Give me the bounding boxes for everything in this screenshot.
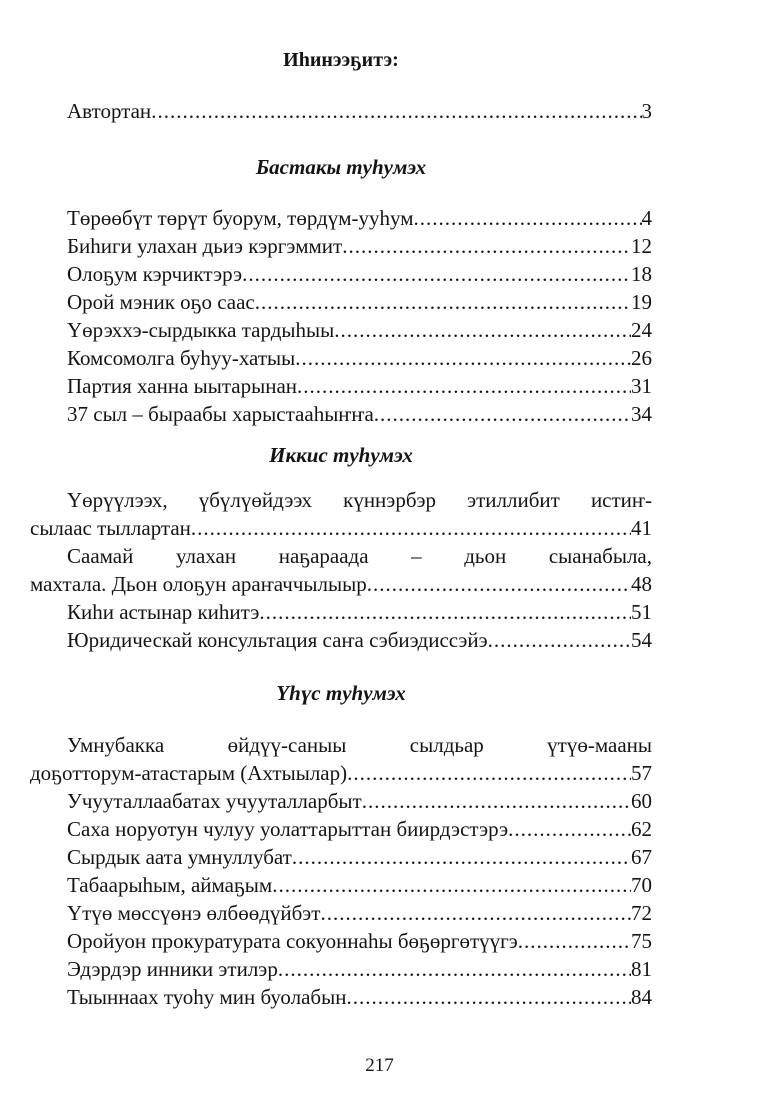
toc-entry (30, 955, 652, 983)
toc-section (30, 153, 652, 428)
entry-page: 41 (631, 516, 652, 540)
dot-leader (255, 288, 631, 316)
toc-entry (30, 232, 652, 260)
entry-title: Төрөөбүт төрүт буорум, төрдүм-ууhум (67, 206, 414, 230)
toc-entry (30, 344, 652, 372)
entry-page: 60 (631, 789, 652, 813)
toc-entry (30, 927, 652, 955)
page-title: Иhинээҕитэ: (283, 49, 399, 71)
dot-leader (321, 899, 632, 927)
dot-leader (346, 983, 631, 1011)
entry-title: Автортан (67, 99, 152, 123)
dot-leader (151, 97, 641, 125)
page-number: 217 (365, 1055, 394, 1076)
dot-leader (362, 787, 631, 815)
entry-page: 31 (631, 374, 652, 398)
toc-entry (30, 400, 652, 428)
entry-title: Биhиги улахан дьиэ кэргэммит (67, 234, 343, 258)
entry-page: 3 (641, 99, 652, 123)
entry-page: 18 (631, 262, 652, 286)
entry-page: 34 (631, 402, 652, 426)
dot-leader (488, 626, 631, 654)
dot-leader (278, 955, 631, 983)
toc-entry (30, 542, 652, 598)
toc-entry (30, 97, 652, 125)
dot-leader (272, 871, 631, 899)
entry-title-line2: доҕотторум-атастарым (Ахтыылар) (30, 761, 348, 785)
entry-title: Орой мэник оҕо саас (67, 290, 255, 314)
entry-title: Олоҕум кэрчиктэрэ (67, 262, 243, 286)
toc-entry (30, 316, 652, 344)
entry-title: Тыыннаах туоhу мин буолабын (67, 985, 347, 1009)
entry-page: 4 (641, 206, 652, 230)
entry-title: Учууталлаабатах учууталларбыт (67, 789, 362, 813)
toc-entry (30, 983, 652, 1011)
toc-entry (30, 598, 652, 626)
entry-page: 75 (631, 929, 652, 953)
entry-page: 81 (631, 957, 652, 981)
entry-title: Саха норуотун чулуу уолаттарыттан биирдэстэрэ (67, 817, 509, 841)
dot-leader (347, 759, 631, 787)
entry-page: 72 (631, 901, 652, 925)
toc-entry (30, 871, 652, 899)
toc-entry (30, 815, 652, 843)
toc-section (30, 441, 652, 654)
entry-title: Үтүө мөссүөнэ өлбөөдүйбэт (67, 901, 321, 925)
entry-title: Комсомолга буhуу-хатыы (67, 346, 296, 370)
toc-entry (30, 731, 652, 787)
toc-entry (30, 843, 652, 871)
entry-page: 51 (631, 600, 652, 624)
dot-leader (242, 260, 631, 288)
dot-leader (295, 344, 631, 372)
table-of-contents (30, 46, 652, 1011)
dot-leader (259, 598, 631, 626)
toc-entry (30, 288, 652, 316)
entry-title: Киhи астынар киhитэ (67, 600, 260, 624)
toc-entry (30, 787, 652, 815)
entry-page: 54 (631, 628, 652, 652)
entry-title: Эдэрдэр инники этилэр (67, 957, 278, 981)
entry-page: 70 (631, 873, 652, 897)
dot-leader (508, 815, 631, 843)
entry-page: 84 (631, 985, 652, 1009)
entry-page: 67 (631, 845, 652, 869)
entry-title-line1: Үөрүүлээх, үбүлүөйдээх күннэрбэр этиллибит истиҥ- (67, 488, 652, 512)
section-heading: Иккис тyhyмэх (269, 443, 413, 467)
section-heading: Үhүс тyhyмэх (276, 681, 406, 705)
dot-leader (297, 372, 631, 400)
entry-page: 62 (631, 817, 652, 841)
section-heading: Бастакы тyhyмэх (255, 155, 427, 179)
entry-title: Юридическай консультация саҥа сэбиэдиссэйэ (67, 628, 488, 652)
toc-entry (30, 260, 652, 288)
toc-entry (30, 899, 652, 927)
entry-title-line2: махтала. Дьон олоҕун араҥаччылыыр (30, 572, 367, 596)
entry-title: Сырдык аата умнуллубат (67, 845, 292, 869)
dot-leader (191, 514, 631, 542)
dot-leader (342, 232, 631, 260)
entry-title: Партия ханна ыытарынан (67, 374, 298, 398)
toc-section (30, 679, 652, 1011)
toc-entry (30, 626, 652, 654)
entry-page: 57 (631, 761, 652, 785)
entry-title-line1: Умнубакка өйдүү-саныы сылдьар үтүө-мааны (67, 733, 652, 757)
entry-page: 12 (631, 234, 652, 258)
entry-title-line1: Саамай улахан наҕараада – дьон сыанабыла, (67, 544, 652, 568)
entry-title-line2: сылаас тыллартан (30, 516, 191, 540)
entry-page: 24 (631, 318, 652, 342)
dot-leader (367, 570, 631, 598)
entry-title: Табаарыhым, аймаҕым (67, 873, 273, 897)
entry-title: Үөрэххэ-сырдыкка тардыhыы (67, 318, 335, 342)
dot-leader (518, 927, 631, 955)
dot-leader (374, 400, 631, 428)
dot-leader (414, 204, 642, 232)
entry-title: 37 сыл – быраабы харыстааhыҥҥа (67, 402, 374, 426)
entry-title: Оройуон прокуратурата сокуоннаhы бөҕөргөтүүгэ (67, 929, 518, 953)
toc-entry (30, 372, 652, 400)
entry-page: 48 (631, 572, 652, 596)
entry-page: 26 (631, 346, 652, 370)
toc-entry (30, 204, 652, 232)
toc-entry (30, 486, 652, 542)
entry-page: 19 (631, 290, 652, 314)
dot-leader (334, 316, 631, 344)
dot-leader (292, 843, 631, 871)
